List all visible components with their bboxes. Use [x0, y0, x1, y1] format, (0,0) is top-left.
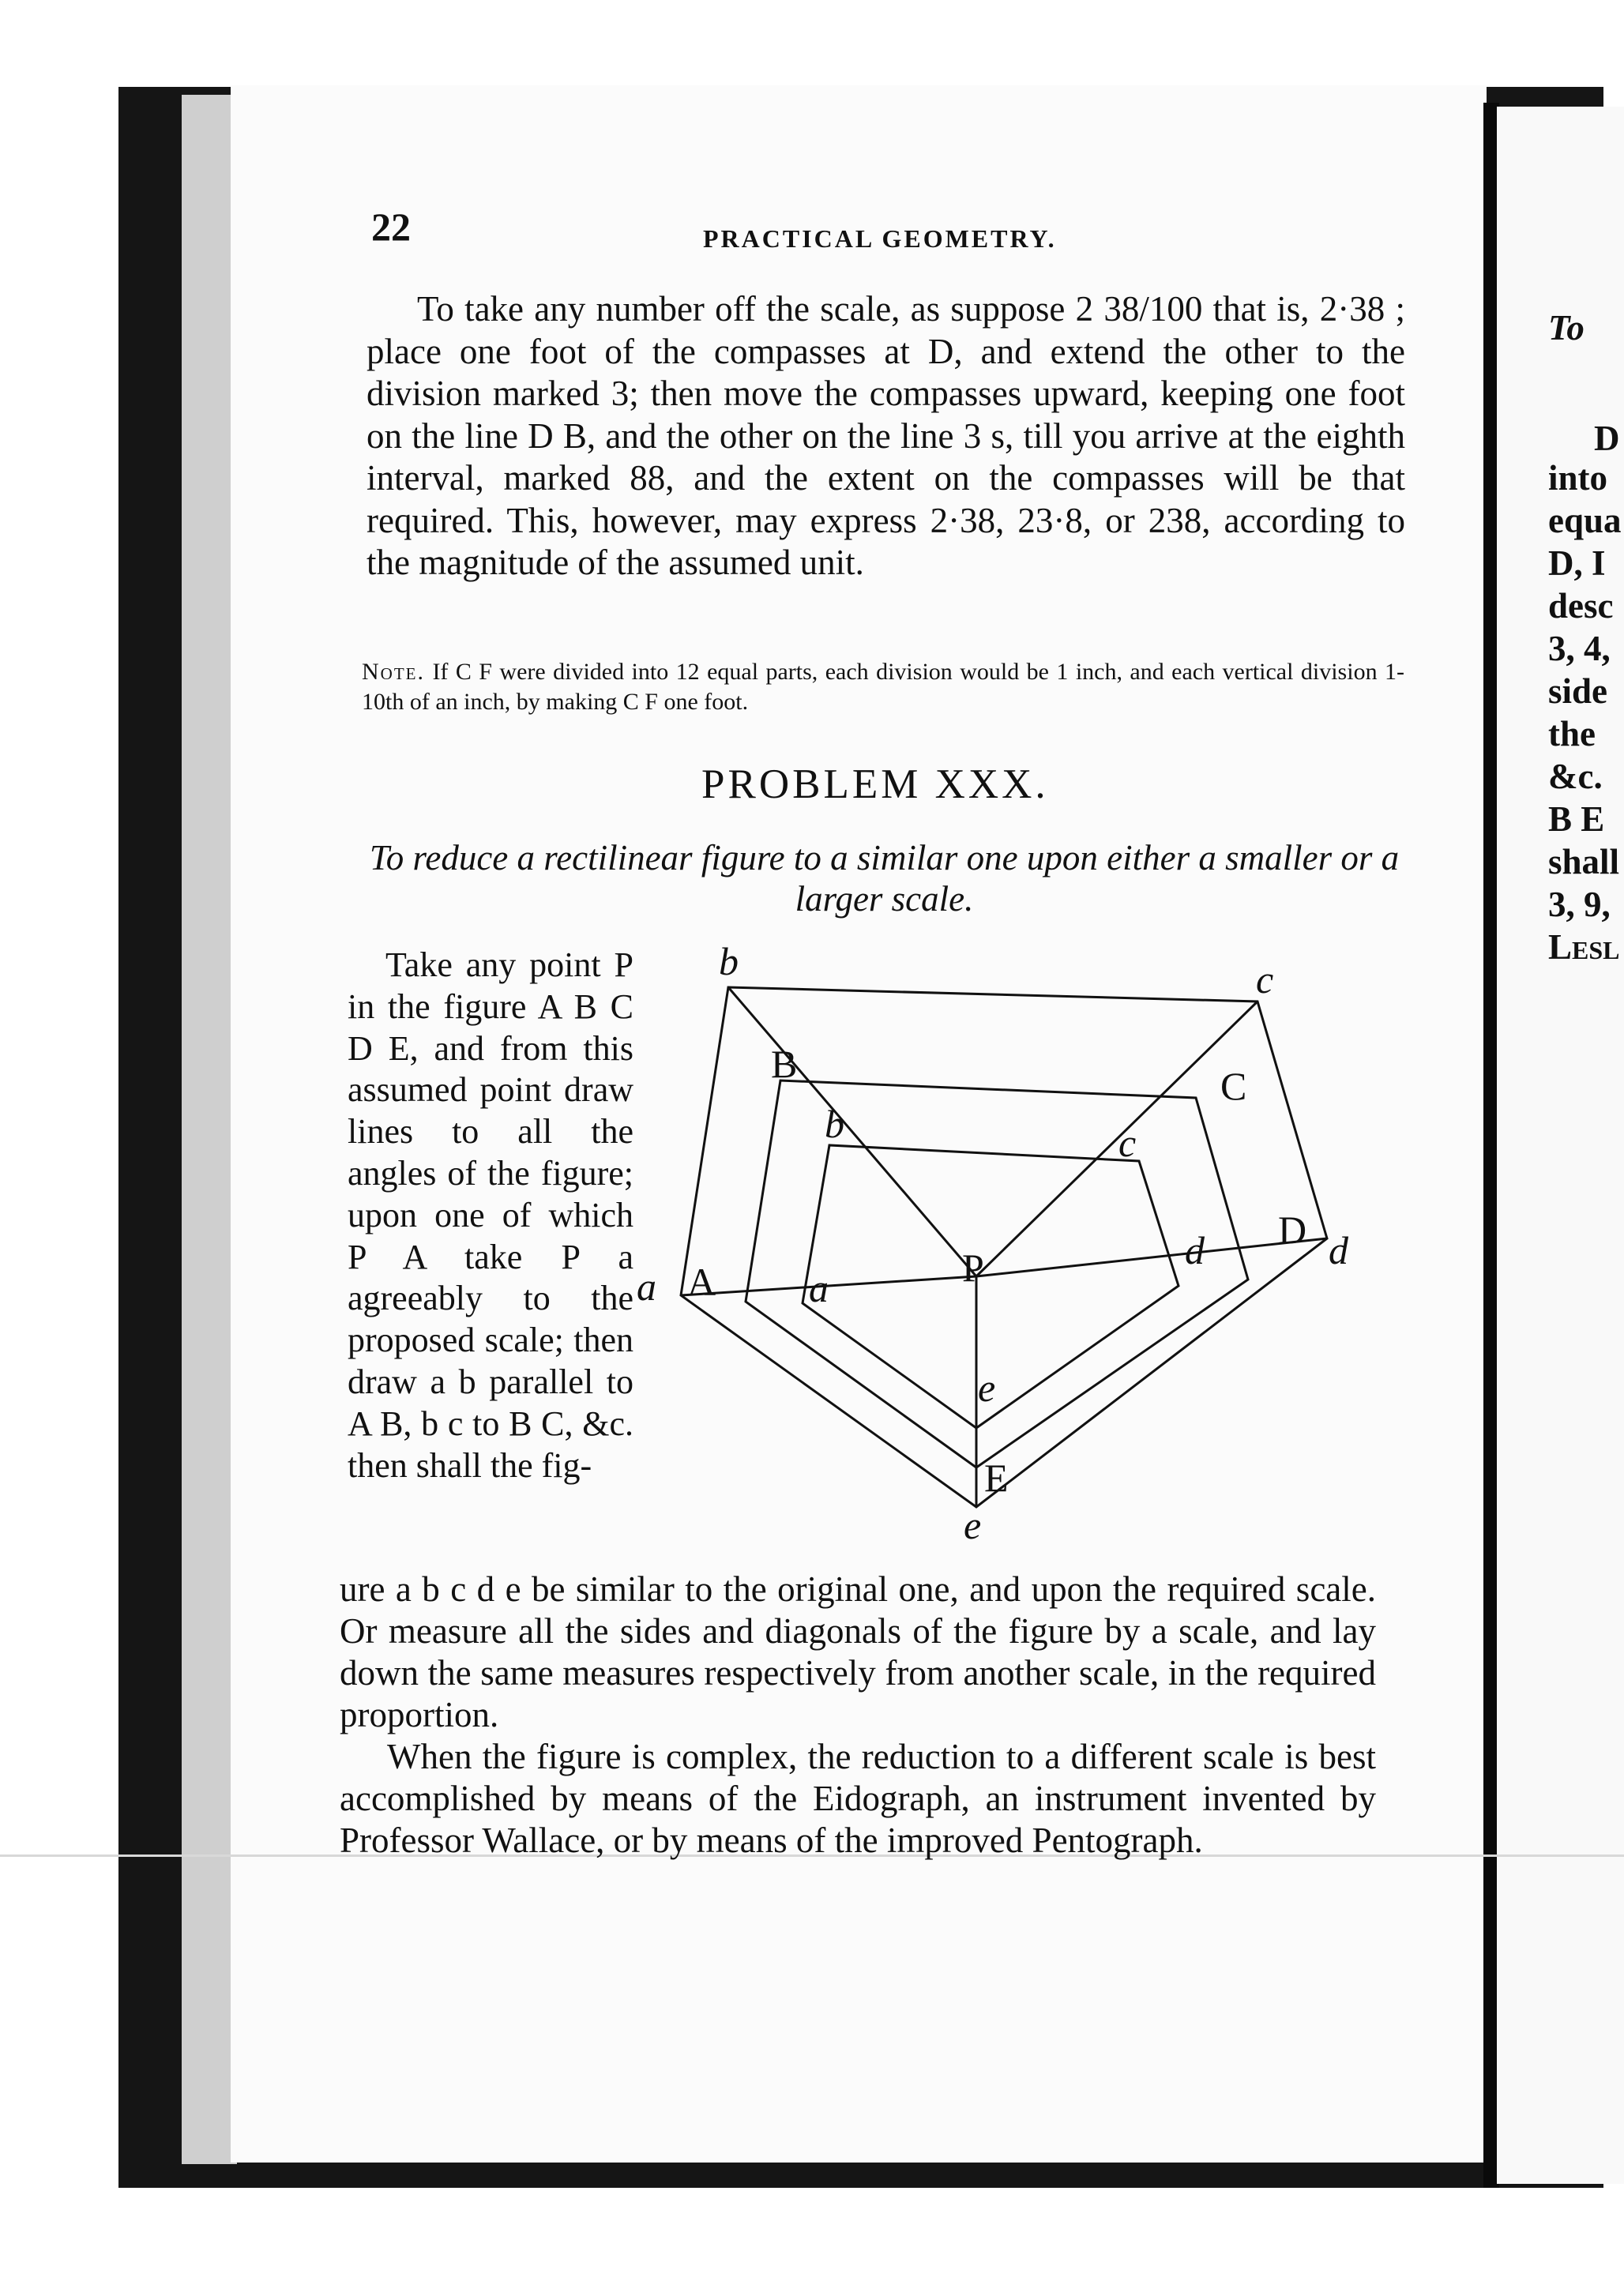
fragment: D, I — [1548, 543, 1606, 583]
note-text: If C F were divided into 12 equal parts, each division would be 1 inch, and each vertical division 1-10th of an inch, by making C F one foot. — [362, 659, 1404, 715]
paragraph-scale-instructions: To take any number off the scale, as suppose 2 38/100 that is, 2·38 ; place one foot of the compasses at D, and extend the other to the division marked 3; then move the compasses upward, keeping one foot on the line D B, and the other on the line 3 s, till you arrive at the eighth interval, marked 88, and the extent on the compasses will be that required. This, however, may express 2·38, 23·8, or 238, according to the magnitude of the assumed unit. — [367, 289, 1405, 582]
label-inner-c: c — [1118, 1121, 1137, 1165]
fragment: 3, 4, — [1548, 629, 1611, 668]
fragment: D — [1594, 419, 1620, 458]
fragment: 3, 9, — [1548, 885, 1611, 924]
label-inner-a: a — [809, 1266, 829, 1310]
label-inner-e: e — [978, 1366, 996, 1410]
label-C: C — [1220, 1064, 1247, 1108]
label-outer-d: d — [1329, 1228, 1348, 1272]
paragraph-conclusion: ure a b c d e be similar to the original one, and upon the required scale. Or measure all the sides and diagonals of the figure by a scale, and lay down the same measures respectively from another scale, in the required proportion. — [340, 1569, 1376, 1734]
fragment: desc — [1548, 586, 1614, 626]
fragment: equa — [1548, 501, 1622, 540]
fragment: &c. — [1548, 757, 1603, 796]
fragment: the — [1548, 714, 1596, 753]
note-label: Note. — [362, 659, 425, 685]
label-D: D — [1278, 1208, 1307, 1252]
fragment: Lesl — [1548, 927, 1620, 967]
fragment: B E — [1548, 799, 1605, 839]
label-outer-b: b — [719, 939, 739, 983]
radial-line — [681, 1276, 976, 1295]
label-B: B — [771, 1042, 798, 1086]
fragment: side — [1548, 671, 1608, 711]
fragment: To — [1548, 308, 1585, 348]
problem-statement: To reduce a rectilinear figure to a similar one upon either a smaller or a larger scale. — [369, 838, 1400, 919]
radial-line — [728, 987, 976, 1276]
label-A: A — [687, 1260, 716, 1304]
label-inner-d: d — [1185, 1228, 1205, 1272]
running-head: PRACTICAL GEOMETRY. — [703, 224, 1057, 253]
label-outer-c: c — [1256, 957, 1274, 1001]
problem-title: PROBLEM XXX. — [701, 761, 1049, 807]
page-number: 22 — [371, 205, 411, 249]
radial-line — [976, 1001, 1257, 1276]
radial-line — [976, 1238, 1327, 1276]
paragraph-method: Take any point P in the figure A B C D E, and from this assumed point draw lines to all the angles of the figure; upon one of which P A take P a agreeably to the proposed scale; then draw a b parallel to A B, b c to B C, &c. then shall the fig- — [348, 945, 633, 1485]
label-E: E — [984, 1456, 1009, 1500]
fragment: shall — [1548, 842, 1620, 881]
label-outer-e: e — [964, 1503, 982, 1547]
paragraph-eidograph: When the figure is complex, the reduction to a different scale is best accomplished by means of the Eidograph, an instrument invented by Professor Wallace, or by means of the improved Pentograph. — [340, 1737, 1376, 1860]
fragment: into — [1548, 458, 1608, 498]
label-outer-a: a — [637, 1265, 656, 1309]
label-inner-b: b — [825, 1102, 844, 1146]
label-P: P — [962, 1246, 984, 1290]
